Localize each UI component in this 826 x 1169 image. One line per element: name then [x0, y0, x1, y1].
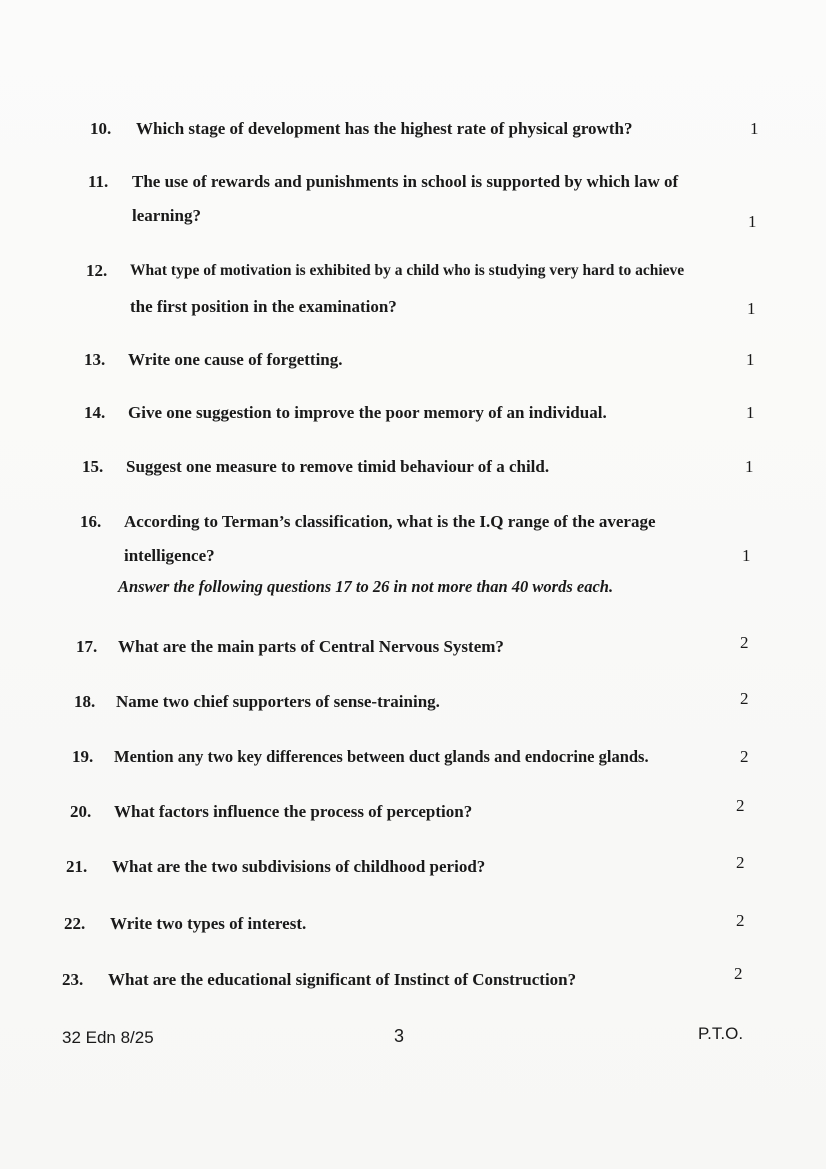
question-text: What are the main parts of Central Nervous System?	[118, 637, 504, 656]
question-12	[86, 254, 766, 324]
question-17	[76, 630, 766, 664]
exam-code: 32 Edn 8/25	[62, 1028, 154, 1047]
question-14	[84, 396, 764, 430]
question-18	[74, 685, 764, 719]
question-text: Give one suggestion to improve the poor memory of an individual.	[128, 403, 607, 422]
question-text: Name two chief supporters of sense-training.	[116, 692, 440, 711]
question-text-continued: the first position in the examination?	[130, 297, 397, 316]
question-marks: 1	[747, 299, 756, 318]
question-15	[82, 450, 762, 484]
question-13	[84, 343, 764, 377]
question-number: 15.	[82, 457, 104, 476]
question-23	[62, 963, 752, 997]
question-number: 14.	[84, 403, 106, 422]
question-marks: 1	[745, 457, 754, 476]
question-marks: 1	[746, 403, 755, 422]
question-22	[64, 907, 754, 941]
question-number: 19.	[72, 747, 94, 766]
question-marks: 1	[746, 350, 755, 369]
question-marks: 2	[736, 853, 745, 872]
question-text: What factors influence the process of perception?	[114, 802, 473, 821]
question-text: Which stage of development has the highest rate of physical growth?	[136, 119, 633, 138]
question-text: Suggest one measure to remove timid behaviour of a child.	[126, 457, 550, 476]
question-number: 22.	[64, 914, 86, 933]
question-number: 21.	[66, 857, 88, 876]
question-21	[66, 850, 756, 884]
question-text-continued: learning?	[132, 206, 201, 225]
question-marks: 1	[750, 119, 759, 138]
question-marks: 2	[740, 633, 749, 652]
question-marks: 2	[736, 911, 745, 930]
page-number: 3	[394, 1026, 405, 1046]
question-number: 16.	[80, 512, 102, 531]
question-marks: 1	[748, 212, 757, 231]
question-marks: 2	[740, 689, 749, 708]
question-number: 11.	[88, 172, 109, 191]
section-instruction: Answer the following questions 17 to 26 in not more than 40 words each.	[118, 577, 614, 596]
question-marks: 1	[742, 546, 751, 565]
question-marks: 2	[734, 964, 743, 983]
question-text: Write two types of interest.	[110, 914, 307, 933]
question-19	[72, 740, 762, 774]
question-number: 17.	[76, 637, 98, 656]
question-11	[88, 165, 768, 235]
question-marks: 2	[740, 747, 749, 766]
question-number: 12.	[86, 261, 108, 280]
question-text: Mention any two key differences between duct glands and endocrine glands.	[114, 747, 649, 766]
question-text: The use of rewards and punishments in school is supported by which law of	[132, 172, 679, 191]
question-16	[80, 505, 770, 575]
question-number: 13.	[84, 350, 106, 369]
question-text: Write one cause of forgetting.	[128, 350, 343, 369]
question-text-continued: intelligence?	[124, 546, 215, 565]
question-text: What type of motivation is exhibited by a child who is studying very hard to achieve	[130, 262, 685, 279]
question-number: 10.	[90, 119, 112, 138]
question-number: 23.	[62, 970, 84, 989]
question-marks: 2	[736, 796, 745, 815]
please-turn-over: P.T.O.	[698, 1024, 744, 1043]
question-text: What are the educational significant of Instinct of Construction?	[108, 970, 577, 989]
question-text: What are the two subdivisions of childhood period?	[112, 857, 486, 876]
question-10	[90, 112, 770, 146]
question-number: 18.	[74, 692, 96, 711]
question-number: 20.	[70, 802, 92, 821]
question-text: According to Terman’s classification, what is the I.Q range of the average	[124, 512, 656, 531]
question-20	[70, 795, 760, 829]
